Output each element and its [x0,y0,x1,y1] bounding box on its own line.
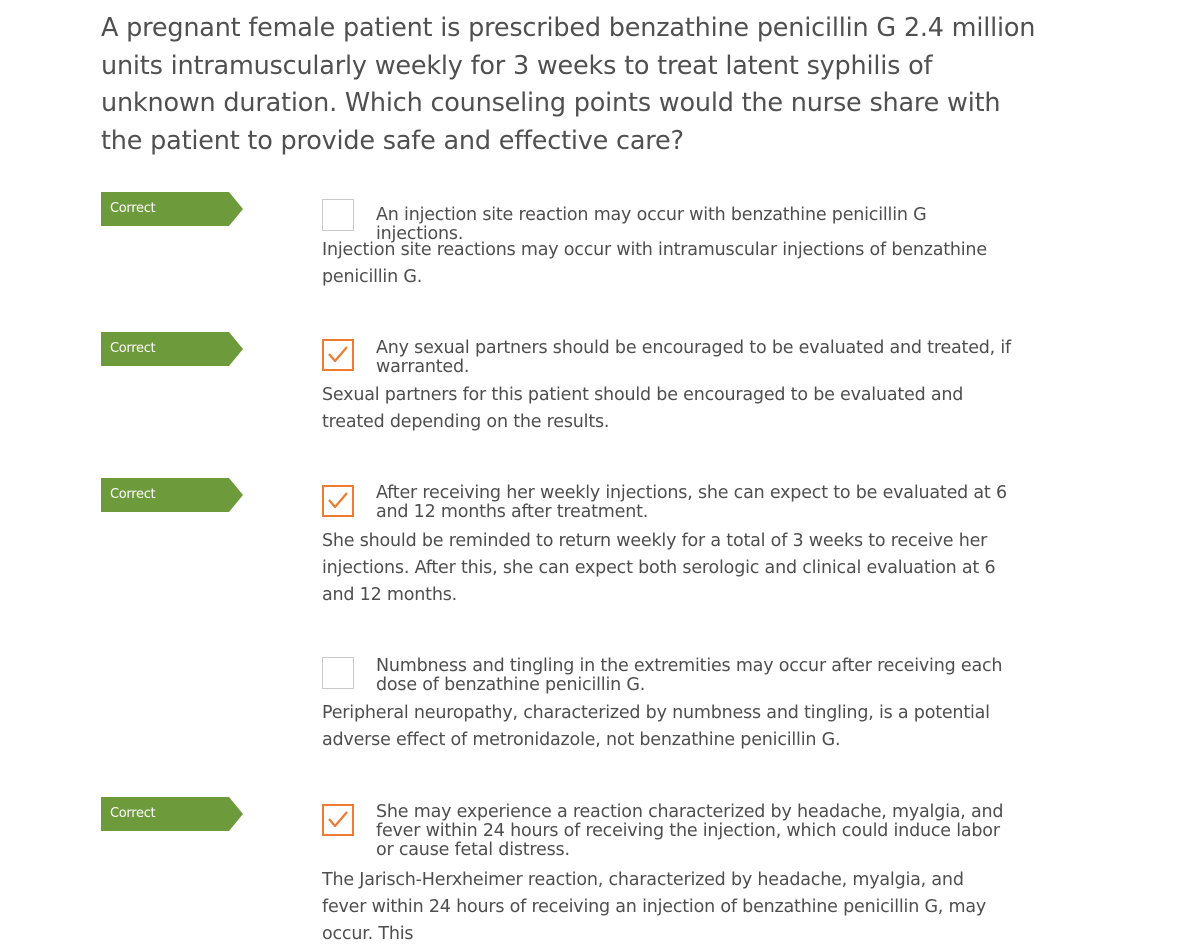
answer-checkbox-5[interactable] [322,804,354,836]
answer-option-text: After receiving her weekly injections, she can expect to be evaluated at 6 and 12 months after treatment. [376,483,1007,522]
answer-rationale: Injection site reactions may occur with intramuscular injections of benzathine penicillin G. [322,240,987,287]
answer-option-text: She may experience a reaction characterized by headache, myalgia, and fever within 24 hours of receiving the injection, which could induce labor or cause fetal distress. [376,802,1004,860]
correct-badge [101,478,243,512]
correct-badge-label: Correct [110,341,156,356]
answer-checkbox-3[interactable] [322,485,354,517]
answer-rationale: Peripheral neuropathy, characterized by numbness and tingling, is a potential adverse effect of metronidazole, not benzathine penicillin G. [322,703,990,750]
correct-badge-label: Correct [110,806,156,821]
correct-badge [101,192,243,226]
answer-checkbox-2[interactable] [322,339,354,371]
answer-checkbox-1[interactable] [322,199,354,231]
answer-rationale: She should be reminded to return weekly for a total of 3 weeks to receive her injections. After this, she can expect both serologic and clinical evaluation at 6 and 12 months. [322,531,996,605]
correct-badge [101,332,243,366]
answer-checkbox-4[interactable] [322,657,354,689]
answer-option-text: Numbness and tingling in the extremities may occur after receiving each dose of benzathine penicillin G. [376,656,1003,695]
correct-badge [101,797,243,831]
correct-badge-label: Correct [110,487,156,502]
answer-option-text: An injection site reaction may occur with benzathine penicillin G injections. [376,205,927,244]
checkmark-icon [327,491,349,511]
checkmark-icon [327,345,349,365]
answer-option-text: Any sexual partners should be encouraged to be evaluated and treated, if warranted. [376,338,1012,377]
question-text: A pregnant female patient is prescribed benzathine penicillin G 2.4 million units intramuscularly weekly for 3 weeks to treat latent syphilis of unknown duration. Which counseling points would the nurse share with the patient to provide safe and effective care? [101,13,1036,156]
answer-rationale: The Jarisch-Herxheimer reaction, characterized by headache, myalgia, and fever within 24 hours of receiving an injection of benzathine penicillin G, may occur. This [322,870,987,944]
answer-rationale: Sexual partners for this patient should be encouraged to be evaluated and treated depending on the results. [322,385,964,432]
correct-badge-label: Correct [110,201,156,216]
checkmark-icon [327,810,349,830]
